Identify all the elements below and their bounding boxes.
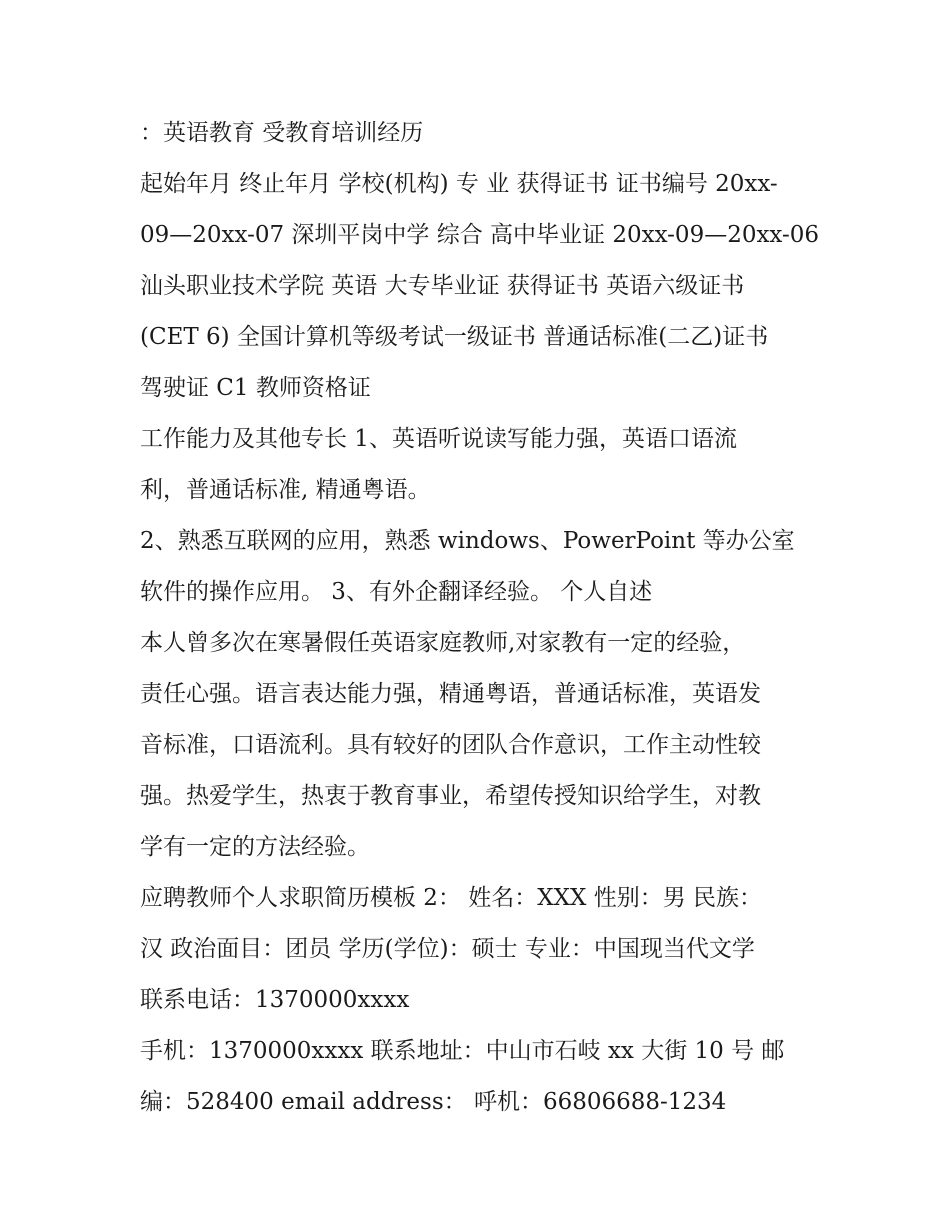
text-line: 责任心强。语言表达能力强，精通粤语，普通话标准，英语发 [140, 681, 761, 707]
text-line: (CET 6) 全国计算机等级考试一级证书 普通话标准(二乙)证书 [140, 324, 769, 350]
text-line: 软件的操作应用。 3、有外企翻译经验。 个人自述 [140, 579, 653, 605]
text-line: 汉 政治面目：团员 学历(学位)：硕士 专业：中国现当代文学 [140, 936, 755, 962]
text-line: 2、熟悉互联网的应用，熟悉 windows、PowerPoint 等办公室 [140, 528, 795, 554]
text-line: 本人曾多次在寒暑假任英语家庭教师,对家教有一定的经验， [140, 630, 746, 656]
text-line: 学有一定的方法经验。 [140, 834, 370, 860]
text-line: 应聘教师个人求职简历模板 2： 姓名：XXX 性别：男 民族： [140, 885, 762, 911]
text-line: 09—20xx-07 深圳平岗中学 综合 高中毕业证 20xx-09—20xx-06 [140, 222, 820, 248]
text-line: 工作能力及其他专长 1、英语听说读写能力强，英语口语流 [140, 426, 737, 452]
text-line: 手机：1370000xxxx 联系地址：中山市石岐 xx 大街 10 号 邮 [140, 1038, 785, 1064]
text-line: 驾驶证 C1 教师资格证 [140, 375, 371, 401]
text-line: 起始年月 终止年月 学校(机构) 专 业 获得证书 证书编号 20xx- [140, 171, 778, 197]
text-line: 利，普通话标准, 精通粤语。 [140, 477, 431, 503]
text-line: 编：528400 email address： 呼机：66806688-1234 [140, 1089, 727, 1115]
text-line: 联系电话：1370000xxxx [140, 987, 410, 1013]
document-body [140, 108, 820, 1128]
text-line: 音标准，口语流利。具有较好的团队合作意识，工作主动性较 [140, 732, 761, 758]
text-line: ：英语教育 受教育培训经历 [140, 120, 424, 146]
text-line: 汕头职业技术学院 英语 大专毕业证 获得证书 英语六级证书 [140, 273, 745, 299]
text-line: 强。热爱学生，热衷于教育事业，希望传授知识给学生，对教 [140, 783, 761, 809]
